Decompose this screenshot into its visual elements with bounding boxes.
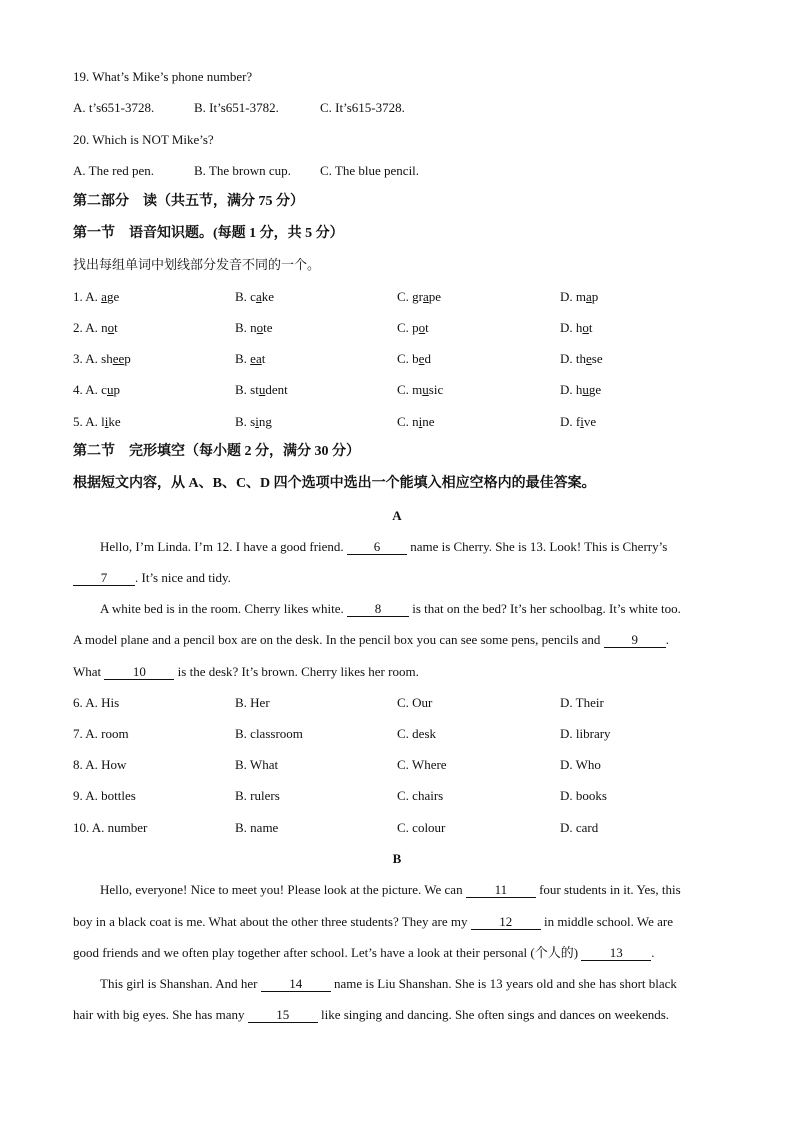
phonetics-option: C. music <box>397 382 444 397</box>
cloze-option-d: D. library <box>560 726 611 741</box>
question-19: 19. What’s Mike’s phone number? <box>73 69 253 84</box>
blank-10[interactable]: 10 <box>104 665 174 680</box>
cloze-option-b: B. name <box>235 820 279 835</box>
cloze-option-b: B. classroom <box>235 726 303 741</box>
q20-option-b: B. The brown cup. <box>194 163 291 178</box>
passage-b-line: good friends and we often play together after school. Let’s have a look at their personal (个人的) 13 . <box>73 945 655 960</box>
cloze-option-b: B. rulers <box>235 788 280 803</box>
underlined-letters: i <box>255 414 259 429</box>
blank-6[interactable]: 6 <box>347 540 407 555</box>
blank-13[interactable]: 13 <box>581 946 651 961</box>
q20-option-a: A. The red pen. <box>73 163 154 178</box>
underlined-letters: o <box>107 320 115 335</box>
underlined-letters: a <box>586 289 592 304</box>
phonetics-option: C. pot <box>397 320 429 335</box>
phonetics-option: D. five <box>560 414 597 429</box>
cloze-option-c: C. desk <box>397 726 436 741</box>
cloze-option-a: 6. A. His <box>73 695 120 710</box>
phonetics-option: B. note <box>235 320 273 335</box>
underlined-letters: ee <box>112 351 125 366</box>
passage-b-line: boy in a black coat is me. What about the other three students? They are my 12 in middle school. We are <box>73 914 673 929</box>
underlined-letters: i <box>418 414 423 429</box>
passage-a-label: A <box>392 508 402 523</box>
phonetics-option: B. sing <box>235 414 272 429</box>
phonetics-option: D. map <box>560 289 599 304</box>
passage-b-line: This girl is Shanshan. And her 14 name is Liu Shanshan. She is 13 years old and she has short black <box>100 976 677 991</box>
passage-b-line: hair with big eyes. She has many 15 like singing and dancing. She often sings and dances on weekends. <box>73 1007 670 1022</box>
underlined-letters: e <box>586 351 592 366</box>
underlined-letters: o <box>418 320 426 335</box>
section1-title: 第一节 语音知识题。(每题 1 分，共 5 分） <box>73 226 344 241</box>
phonetics-option: D. hot <box>560 320 593 335</box>
cloze-option-c: C. Where <box>397 757 447 772</box>
cloze-option-d: D. Who <box>560 757 601 772</box>
passage-b-label: B <box>392 851 402 866</box>
blank-8[interactable]: 8 <box>347 602 409 617</box>
cloze-option-b: B. What <box>235 757 279 772</box>
blank-14[interactable]: 14 <box>261 977 331 992</box>
underlined-letters: u <box>422 382 429 397</box>
phonetics-option: C. bed <box>397 351 431 366</box>
part2-title: 第二部分 读（共五节，满分 75 分） <box>73 194 304 209</box>
phonetics-option: 3. A. sheep <box>73 351 131 366</box>
underlined-letters: e <box>418 351 425 366</box>
phonetics-option: C. grape <box>397 289 442 304</box>
underlined-letters: a <box>423 289 429 304</box>
section1-instruction: 找出每组单词中划线部分发音不同的一个。 <box>73 257 321 272</box>
q19-option-a: A. t’s651-3728. <box>73 100 155 115</box>
phonetics-option: 1. A. age <box>73 289 120 304</box>
underlined-letters: u <box>582 382 589 397</box>
cloze-option-d: D. books <box>560 788 607 803</box>
cloze-option-c: C. colour <box>397 820 446 835</box>
cloze-option-a: 9. A. bottles <box>73 788 136 803</box>
underlined-letters: o <box>256 320 264 335</box>
passage-a-line: 7 . It’s nice and tidy. <box>73 570 728 586</box>
section2-instruction: 根据短文内容，从 A、B、C、D 四个选项中选出一个能填入相应空格内的最佳答案。 <box>73 476 596 491</box>
blank-9[interactable]: 9 <box>604 633 666 648</box>
phonetics-option: C. nine <box>397 414 435 429</box>
underlined-letters: ea <box>250 351 262 366</box>
q20-option-c: C. The blue pencil. <box>320 163 420 178</box>
blank-15[interactable]: 15 <box>248 1008 318 1023</box>
cloze-option-a: 7. A. room <box>73 726 129 741</box>
passage-a-line: Hello, I’m Linda. I’m 12. I have a good friend. 6 name is Cherry. She is 13. Look! This is Cherry’s <box>100 539 668 554</box>
passage-a-line: A white bed is in the room. Cherry likes white. 8 is that on the bed? It’s her schoolbag. It’s white too. <box>100 601 681 616</box>
cloze-option-a: 8. A. How <box>73 757 127 772</box>
blank-7[interactable]: 7 <box>73 571 135 586</box>
phonetics-option: B. eat <box>235 351 266 366</box>
underlined-letters: a <box>101 289 107 304</box>
q19-option-b: B. It’s651-3782. <box>194 100 279 115</box>
blank-12[interactable]: 12 <box>471 915 541 930</box>
cloze-option-c: C. Our <box>397 695 433 710</box>
blank-11[interactable]: 11 <box>466 883 536 898</box>
phonetics-option: 5. A. like <box>73 414 121 429</box>
cloze-option-d: D. card <box>560 820 599 835</box>
question-20: 20. Which is NOT Mike’s? <box>73 132 214 147</box>
phonetics-option: B. student <box>235 382 288 397</box>
phonetics-option: D. huge <box>560 382 602 397</box>
underlined-letters: a <box>255 289 262 304</box>
underlined-letters: i <box>580 414 584 429</box>
cloze-option-b: B. Her <box>235 695 270 710</box>
underlined-letters: i <box>104 414 109 429</box>
passage-a-line: A model plane and a pencil box are on the desk. In the pencil box you can see some pens, pencils and 9 . <box>73 632 669 647</box>
passage-a-line: What 10 is the desk? It’s brown. Cherry likes her room. <box>73 664 419 679</box>
cloze-option-c: C. chairs <box>397 788 444 803</box>
underlined-letters: u <box>106 382 114 397</box>
phonetics-option: 2. A. not <box>73 320 118 335</box>
section2-title: 第二节 完形填空（每小题 2 分，满分 30 分） <box>73 444 360 459</box>
cloze-option-a: 10. A. number <box>73 820 148 835</box>
underlined-letters: o <box>582 320 589 335</box>
underlined-letters: u <box>258 382 266 397</box>
phonetics-option: D. these <box>560 351 603 366</box>
cloze-option-d: D. Their <box>560 695 604 710</box>
passage-b-line: Hello, everyone! Nice to meet you! Please look at the picture. We can 11 four students in it. Yes, this <box>100 882 681 897</box>
phonetics-option: B. cake <box>235 289 275 304</box>
phonetics-option: 4. A. cup <box>73 382 120 397</box>
q19-option-c: C. It’s615-3728. <box>320 100 405 115</box>
